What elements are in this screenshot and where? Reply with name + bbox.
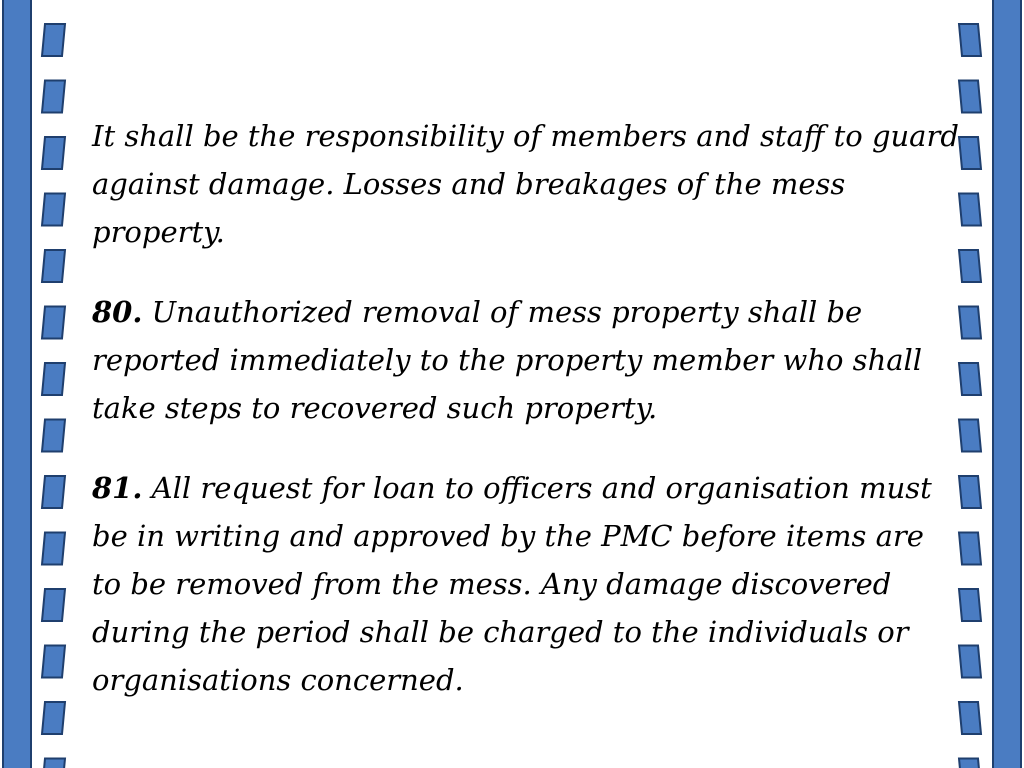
- border-tab: [959, 250, 981, 282]
- border-tab: [42, 759, 65, 768]
- border-tab: [959, 759, 981, 768]
- border-tab: [959, 137, 981, 169]
- border-tab: [959, 81, 981, 113]
- border-bar: [3, 0, 31, 768]
- border-tab: [959, 420, 981, 452]
- border-tab: [959, 702, 981, 734]
- paragraph-81: [92, 464, 962, 704]
- border-tab: [959, 24, 981, 56]
- border-tab: [42, 589, 65, 621]
- paragraph-number: 80.: [92, 295, 143, 329]
- paragraph-text: Unauthorized removal of mess property shall be reported immediately to the property member who shall take steps to recovered such property.: [92, 295, 923, 425]
- border-tab: [42, 533, 65, 565]
- border-tab: [959, 533, 981, 565]
- border-tab: [959, 363, 981, 395]
- border-tab: [42, 24, 65, 56]
- border-tab: [42, 646, 65, 678]
- border-tab: [959, 307, 981, 339]
- paragraph-text: It shall be the responsibility of members and staff to guard against damage. Losses and breakages of the mess property.: [92, 119, 959, 249]
- slide-body: [92, 112, 962, 736]
- border-tab: [42, 137, 65, 169]
- border-tab: [959, 589, 981, 621]
- border-tab: [42, 194, 65, 226]
- border-bar: [993, 0, 1021, 768]
- border-tab: [42, 363, 65, 395]
- border-tab: [42, 420, 65, 452]
- border-tab: [959, 194, 981, 226]
- border-tab: [42, 250, 65, 282]
- paragraph-intro: [92, 112, 962, 256]
- border-tab: [42, 702, 65, 734]
- border-tab: [959, 476, 981, 508]
- border-tab: [42, 307, 65, 339]
- paragraph-80: [92, 288, 962, 432]
- paragraph-number: 81.: [92, 471, 143, 505]
- border-tab: [959, 646, 981, 678]
- left-filmstrip-border: [0, 0, 75, 768]
- border-tab: [42, 81, 65, 113]
- paragraph-text: All request for loan to officers and organisation must be in writing and approved by the PMC before items are to be removed from the mess. Any damage discovered during the period shall be charged to the individuals or organisations concerned.: [92, 471, 932, 697]
- border-tab: [42, 476, 65, 508]
